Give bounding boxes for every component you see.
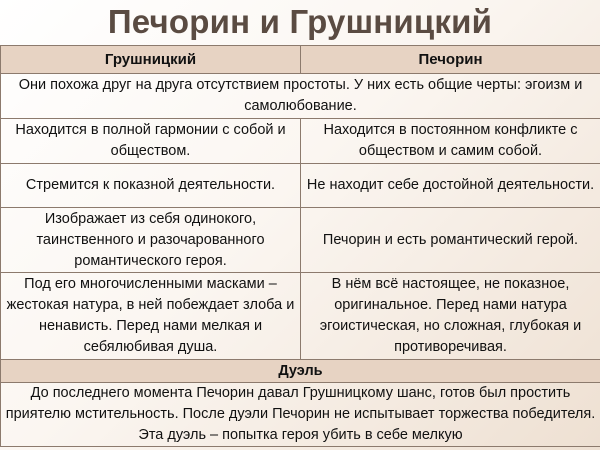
- column-header-grushnitsky: Грушницкий: [1, 46, 301, 74]
- page-title: Печорин и Грушницкий: [107, 3, 493, 40]
- pechorin-cell: Не находит себе достойной деятельности.: [301, 164, 600, 208]
- pechorin-cell: Находится в постоянном конфликте с обществом и самим собой.: [301, 119, 600, 164]
- grushnitsky-cell: Изображает из себя одинокого, таинственного и разочарованного романтического героя.: [1, 208, 301, 273]
- table-row: [1, 119, 600, 164]
- table-row: [1, 74, 600, 119]
- comparison-table: [0, 45, 600, 447]
- pechorin-cell: В нём всё настоящее, не показное, оригинальное. Перед нами натура эгоистическая, но сложная, глубокая и противоречивая.: [301, 273, 600, 360]
- grushnitsky-cell: Стремится к показной деятельности.: [1, 164, 301, 208]
- duel-header-cell: Дуэль: [1, 360, 600, 383]
- grushnitsky-cell: Находится в полной гармонии с собой и обществом.: [1, 119, 301, 164]
- duel-text-cell: До последнего момента Печорин давал Грушницкому шанс, готов был простить приятелю мстительность. После дуэли Печорин не испытывает торжества победителя. Эта дуэль – попытка героя убить в себе мелкую: [1, 383, 600, 447]
- table-row: [1, 164, 600, 208]
- pechorin-cell: Печорин и есть романтический герой.: [301, 208, 600, 273]
- table-row: [1, 273, 600, 360]
- table-row: [1, 360, 600, 383]
- grushnitsky-cell: Под его многочисленными масками – жестокая натура, в ней побеждает злоба и ненависть. Перед нами мелкая и себялюбивая душа.: [1, 273, 301, 360]
- column-header-pechorin: Печорин: [301, 46, 600, 74]
- table-row: [1, 383, 600, 447]
- shared-traits-cell: Они похожа друг на друга отсутствием простоты. У них есть общие черты: эгоизм и самолюбование.: [1, 74, 600, 119]
- table-header-row: [1, 46, 600, 74]
- table-row: [1, 208, 600, 273]
